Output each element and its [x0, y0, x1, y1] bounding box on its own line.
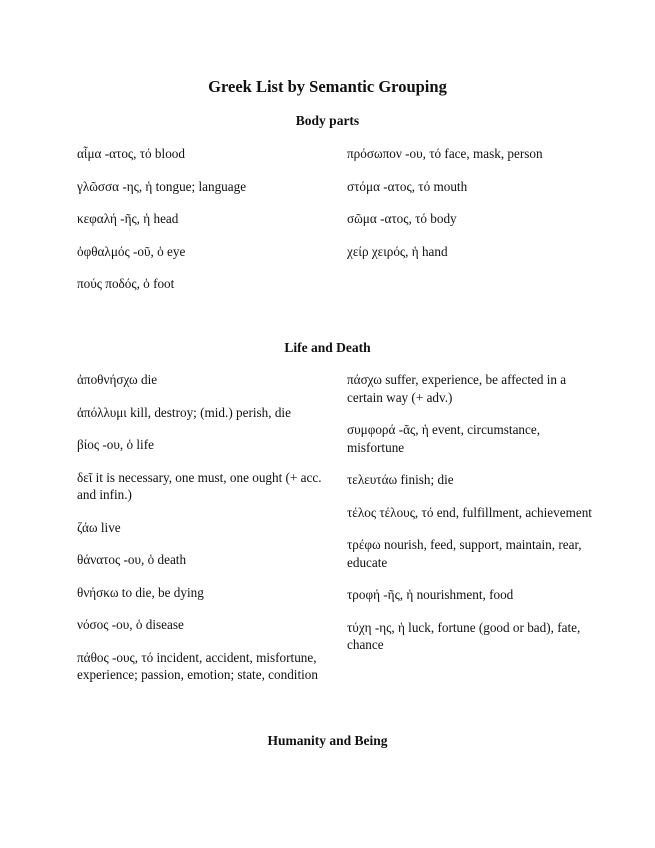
vocab-entry: ζάω live: [77, 519, 121, 535]
vocab-entry: στόμα -ατος, τό mouth: [347, 178, 468, 194]
vocab-entry: θάνατος -ου, ὁ death: [77, 552, 187, 567]
vocab-entry: πούς ποδός, ὁ foot: [77, 276, 175, 291]
vocab-entry: ἀπόλλυμι kill, destroy; (mid.) perish, die: [77, 404, 291, 420]
vocab-entry: πρόσωπον -ου, τό face, mask, person: [347, 146, 543, 161]
body-parts-right-column: [347, 145, 597, 275]
vocab-entry: ἀποθνήσχω die: [77, 372, 158, 387]
vocab-entry: αἷμα -ατος, τό blood: [77, 146, 185, 161]
vocab-entry: γλῶσσα -ης, ἡ tongue; language: [77, 178, 247, 194]
section-heading-body-parts: Body parts: [295, 113, 360, 128]
document-title: Greek List by Semantic Grouping: [208, 77, 447, 96]
vocab-entry: δεῖ it is necessary, one must, one ought (+ acc. and infin.): [77, 469, 322, 502]
section-heading-life-and-death: Life and Death: [284, 340, 371, 355]
vocab-entry: τύχη -ης, ἡ luck, fortune (good or bad), fate, chance: [347, 619, 581, 652]
vocab-entry: τελευτάω finish; die: [347, 472, 454, 487]
life-death-right-column: [347, 371, 597, 669]
body-parts-left-column: [77, 145, 327, 308]
vocab-entry: θνήσκω to die, be dying: [77, 584, 204, 600]
vocab-entry: βίος -ου, ὁ life: [77, 437, 154, 452]
vocab-entry: τέλος τέλους, τό end, fulfillment, achievement: [347, 504, 592, 520]
vocab-entry: πάσχω suffer, experience, be affected in a certain way (+ adv.): [347, 372, 567, 405]
life-death-left-column: [77, 371, 327, 699]
vocab-entry: τρέφω nourish, feed, support, maintain, rear, educate: [347, 537, 582, 570]
vocab-entry: χείρ χειρός, ἡ hand: [347, 243, 448, 259]
section-heading-humanity-and-being: Humanity and Being: [267, 733, 388, 748]
vocab-entry: τροφή -ῆς, ἡ nourishment, food: [347, 587, 514, 602]
vocab-entry: νόσος -ου, ὁ disease: [77, 617, 184, 632]
vocab-entry: ὀφθαλμός -οῦ, ὁ eye: [77, 243, 186, 259]
vocab-entry: συμφορά -ᾶς, ἡ event, circumstance, misfortune: [347, 422, 541, 455]
vocab-entry: σῶμα -ατος, τό body: [347, 211, 457, 226]
vocab-entry: πάθος -ους, τό incident, accident, misfortune, experience; passion, emotion; state, condition: [77, 649, 318, 682]
vocab-entry: κεφαλή -ῆς, ἡ head: [77, 211, 179, 226]
